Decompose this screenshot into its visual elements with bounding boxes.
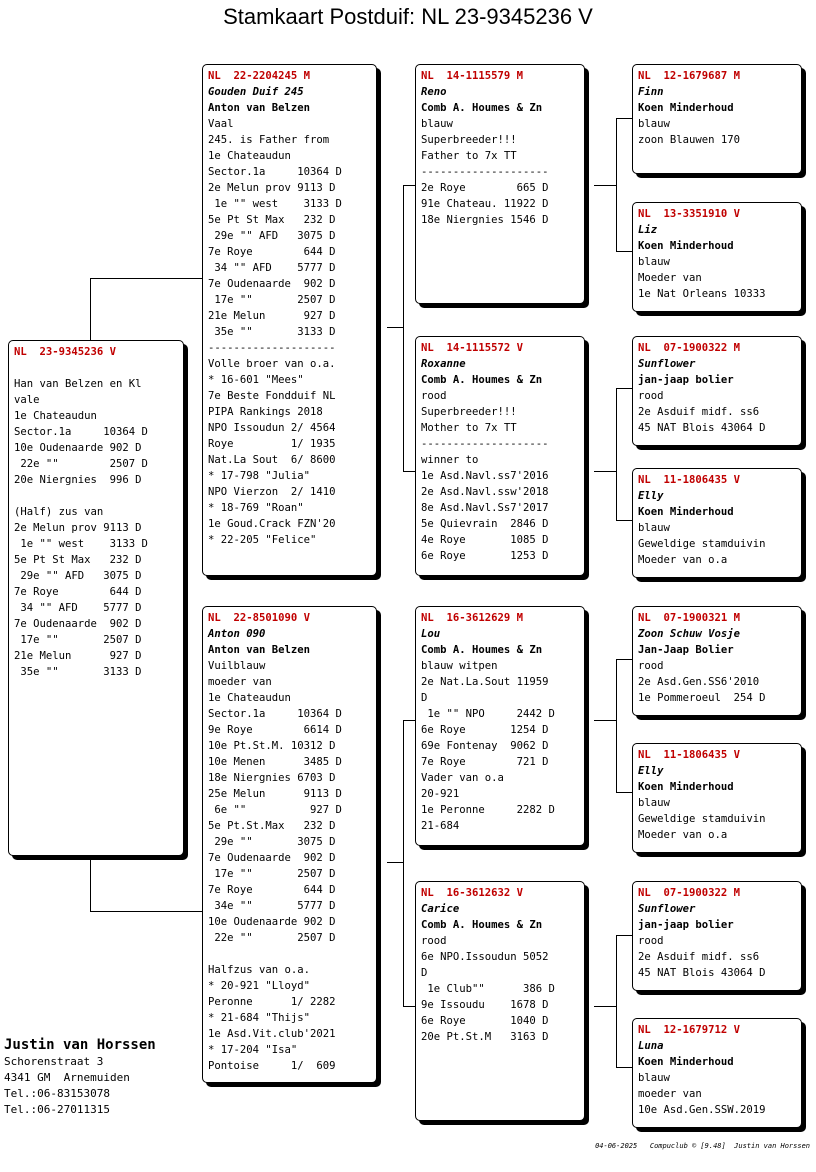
card-line: 7e Beste Fondduif NL <box>208 390 336 402</box>
card-line: 1e "" west 3133 D <box>208 198 342 210</box>
pigeon-card-mother-father[interactable] <box>415 606 585 846</box>
pigeon-card-father[interactable] <box>202 64 377 576</box>
breeder-info <box>4 1036 156 1118</box>
card-line: 18e Niergnies 1546 D <box>421 214 549 226</box>
card-line: 20-921 <box>421 788 460 800</box>
pigeon-card-mother[interactable] <box>202 606 377 1083</box>
card-line: -------------------- <box>421 166 549 178</box>
owner-name: Anton van Belzen <box>208 644 311 656</box>
card-line: Han van Belzen en Kl <box>14 378 142 390</box>
card-line: Moeder van o.a <box>638 554 728 566</box>
pigeon-card-fm-mother[interactable] <box>632 468 802 578</box>
card-line: 9e Issoudu 1678 D <box>421 999 549 1011</box>
connector-main-father-h <box>90 278 204 279</box>
ring-number: NL 07-1900322 M <box>638 342 741 354</box>
card-lines <box>638 1070 801 1118</box>
card-line: * 17-798 "Julia" <box>208 470 311 482</box>
card-line: 10e Oudenaarde 902 D <box>14 442 142 454</box>
pigeon-card-father-father[interactable] <box>415 64 585 304</box>
owner-name: Comb A. Houmes & Zn <box>421 102 543 114</box>
owner-name: Koen Minderhoud <box>638 506 734 518</box>
card-line: 6e Roye 1040 D <box>421 1015 549 1027</box>
card-line: 1e Goud.Crack FZN'20 <box>208 518 336 530</box>
card-line: 7e Roye 644 D <box>208 246 336 258</box>
owner-name: Anton van Belzen <box>208 102 311 114</box>
card-line: Superbreeder!!! <box>421 406 517 418</box>
card-line: D <box>421 967 428 979</box>
card-line: 5e Pt St Max 232 D <box>208 214 336 226</box>
owner-name: Jan-Jaap Bolier <box>638 644 734 656</box>
owner-name: Comb A. Houmes & Zn <box>421 374 543 386</box>
connector-fm-bar <box>594 471 617 472</box>
pigeon-card-main[interactable] <box>8 340 184 856</box>
card-line: -------------------- <box>421 438 549 450</box>
breeder-city: 4341 GM Arnemuiden <box>4 1071 130 1084</box>
ring-number: NL 07-1900322 M <box>638 887 741 899</box>
card-line: 1e Chateaudun <box>208 692 291 704</box>
pigeon-card-mm-father[interactable] <box>632 881 802 991</box>
card-line: zoon Blauwen 170 <box>638 134 741 146</box>
connector-m-bar <box>387 862 404 863</box>
card-line: 2e Nat.La.Sout 11959 <box>421 676 549 688</box>
card-line: 34 "" AFD 5777 D <box>208 262 336 274</box>
card-line: 22e "" 2507 D <box>208 932 336 944</box>
card-line: PIPA Rankings 2018 <box>208 406 323 418</box>
card-line <box>14 360 183 376</box>
ring-number: NL 22-8501090 V <box>208 612 311 624</box>
connector-m-v <box>403 720 404 1007</box>
ring-number: NL 07-1900321 M <box>638 612 741 624</box>
card-line: 21e Melun 927 D <box>208 310 336 322</box>
card-line: * 16-601 "Mees" <box>208 374 304 386</box>
connector-fm-v <box>616 388 617 521</box>
card-line: blauw <box>638 118 670 130</box>
pigeon-name: Roxanne <box>421 358 466 370</box>
card-line: blauw <box>638 522 670 534</box>
card-line: 17e "" 2507 D <box>14 634 142 646</box>
pigeon-name: Liz <box>638 224 658 236</box>
card-line: 45 NAT Blois 43064 D <box>638 967 766 979</box>
card-line: 35e "" 3133 D <box>208 326 336 338</box>
connector-main-mother-v <box>90 856 91 912</box>
connector-f-bar <box>387 327 404 328</box>
pigeon-name: Sunflower <box>638 358 696 370</box>
card-line: vale <box>14 394 40 406</box>
card-line: 1e Club"" 386 D <box>421 983 555 995</box>
card-lines <box>638 795 801 843</box>
pigeon-name: Luna <box>638 1040 664 1052</box>
connector-f-v <box>403 185 404 472</box>
pigeon-name: Sunflower <box>638 903 696 915</box>
card-lines <box>638 520 801 568</box>
card-line: 25e Melun 9113 D <box>208 788 342 800</box>
owner-name: Koen Minderhoud <box>638 781 734 793</box>
connector-fm-top <box>616 388 632 389</box>
card-line: 45 NAT Blois 43064 D <box>638 422 766 434</box>
card-line: 2e Melun prov 9113 D <box>208 182 336 194</box>
card-line: Vader van o.a <box>421 772 504 784</box>
connector-ff-v <box>616 118 617 252</box>
card-line: Superbreeder!!! <box>421 134 517 146</box>
card-line: 4e Roye 1085 D <box>421 534 549 546</box>
card-line: 10e Asd.Gen.SSW.2019 <box>638 1104 766 1116</box>
pigeon-name: Zoon Schuw Vosje <box>638 628 741 640</box>
pigeon-name: Lou <box>421 628 441 640</box>
card-line: 1e Pommeroeul 254 D <box>638 692 766 704</box>
card-line: * 20-921 "Lloyd" <box>208 980 311 992</box>
ring-number: NL 12-1679687 M <box>638 70 741 82</box>
card-line: 7e Roye 644 D <box>208 884 336 896</box>
connector-mf-top <box>616 659 632 660</box>
page-title: Stamkaart Postduif: NL 23-9345236 V <box>223 4 593 29</box>
ring-number: NL 16-3612632 V <box>421 887 524 899</box>
pigeon-card-mf-mother[interactable] <box>632 743 802 853</box>
card-line: 21-684 <box>421 820 460 832</box>
ring-number: NL 11-1806435 V <box>638 749 741 761</box>
card-line: 5e Pt St Max 232 D <box>14 554 142 566</box>
card-line: 1e Nat Orleans 10333 <box>638 288 766 300</box>
card-line: Peronne 1/ 2282 <box>208 996 336 1008</box>
pigeon-card-mf-father[interactable] <box>632 606 802 716</box>
card-line: blauw <box>638 797 670 809</box>
card-line: winner to <box>421 454 479 466</box>
card-line: 2e Roye 665 D <box>421 182 549 194</box>
card-line: 6e Roye 1254 D <box>421 724 549 736</box>
owner-name: jan-jaap bolier <box>638 919 734 931</box>
card-line: 20e Niergnies 996 D <box>14 474 142 486</box>
card-line: Moeder van o.a <box>638 829 728 841</box>
card-lines <box>421 388 584 564</box>
card-line: 2e Asduif midf. ss6 <box>638 951 760 963</box>
card-line: Geweldige stamduivin <box>638 538 766 550</box>
card-line: 5e Quievrain 2846 D <box>421 518 549 530</box>
card-line: D <box>421 692 428 704</box>
card-lines <box>421 116 584 228</box>
card-line: Roye 1/ 1935 <box>208 438 336 450</box>
card-line: 9e Roye 6614 D <box>208 724 342 736</box>
card-line: rood <box>421 935 447 947</box>
breeder-name: Justin van Horssen <box>4 1037 156 1053</box>
connector-mm-bar <box>594 1006 617 1007</box>
card-line: NPO Issoudun 2/ 4564 <box>208 422 336 434</box>
card-line: 1e "" west 3133 D <box>14 538 148 550</box>
card-line: Mother to 7x TT <box>421 422 517 434</box>
card-line: 29e "" 3075 D <box>208 836 336 848</box>
card-line: 6e Roye 1253 D <box>421 550 549 562</box>
connector-ff-bar <box>594 185 617 186</box>
card-line: 34 "" AFD 5777 D <box>14 602 142 614</box>
card-line: 7e Roye 721 D <box>421 756 549 768</box>
connector-mf-bar <box>594 720 617 721</box>
card-line: 1e Peronne 2282 D <box>421 804 555 816</box>
card-line: 7e Oudenaarde 902 D <box>14 618 142 630</box>
card-line: * 18-769 "Roan" <box>208 502 304 514</box>
card-line: Sector.1a 10364 D <box>14 426 148 438</box>
card-line: 29e "" AFD 3075 D <box>208 230 336 242</box>
card-line: 245. is Father from <box>208 134 330 146</box>
pigeon-name: Reno <box>421 86 447 98</box>
breeder-phone-2: Tel.:06-27011315 <box>4 1103 110 1116</box>
card-line: Sector.1a 10364 D <box>208 708 342 720</box>
card-line: Vaal <box>208 118 234 130</box>
card-line: Vuilblauw <box>208 660 266 672</box>
connector-main-mother-h <box>90 911 204 912</box>
card-line: 18e Niergnies 6703 D <box>208 772 336 784</box>
pigeon-name: Anton 090 <box>208 628 266 640</box>
connector-mm-top <box>616 935 632 936</box>
ring-number: NL 16-3612629 M <box>421 612 524 624</box>
ring-number: NL 13-3351910 V <box>638 208 741 220</box>
card-line <box>14 488 183 504</box>
pigeon-card-ff-father[interactable] <box>632 64 802 174</box>
card-line: 91e Chateau. 11922 D <box>421 198 549 210</box>
connector-mf-bot <box>616 792 632 793</box>
connector-main-father-v <box>90 278 91 341</box>
connector-ff-bot <box>616 251 632 252</box>
pigeon-card-mother-mother[interactable] <box>415 881 585 1121</box>
pigeon-name: Carice <box>421 903 460 915</box>
card-line: Nat.La Sout 6/ 8600 <box>208 454 336 466</box>
card-line: Volle broer van o.a. <box>208 358 336 370</box>
card-line: 2e Asduif midf. ss6 <box>638 406 760 418</box>
connector-ff-top <box>616 118 632 119</box>
card-line: blauw <box>638 1072 670 1084</box>
pigeon-card-father-mother[interactable] <box>415 336 585 576</box>
card-line: 35e "" 3133 D <box>14 666 142 678</box>
breeder-phone-1: Tel.:06-83153078 <box>4 1087 110 1100</box>
card-line: blauw <box>638 256 670 268</box>
connector-mm-v <box>616 935 617 1068</box>
ring-number: NL 22-2204245 M <box>208 70 311 82</box>
card-line: 1e Chateaudun <box>14 410 97 422</box>
card-line: 10e Oudenaarde 902 D <box>208 916 336 928</box>
owner-name: Koen Minderhoud <box>638 1056 734 1068</box>
card-line: -------------------- <box>208 342 336 354</box>
card-line: 2e Asd.Gen.SS6'2010 <box>638 676 760 688</box>
card-lines <box>638 933 801 981</box>
card-line: Geweldige stamduivin <box>638 813 766 825</box>
card-line: 8e Asd.Navl.Ss7'2017 <box>421 502 549 514</box>
card-line: blauw <box>421 118 453 130</box>
card-line: 17e "" 2507 D <box>208 868 336 880</box>
card-lines <box>421 658 584 834</box>
connector-mf-v <box>616 659 617 793</box>
card-line: * 21-684 "Thijs" <box>208 1012 311 1024</box>
card-lines <box>638 658 801 706</box>
card-line: 7e Roye 644 D <box>14 586 142 598</box>
card-line: * 17-204 "Isa" <box>208 1044 298 1056</box>
card-line: 1e Chateaudun <box>208 150 291 162</box>
card-line: 10e Menen 3485 D <box>208 756 342 768</box>
connector-mm-bot <box>616 1067 632 1068</box>
owner-name: Koen Minderhoud <box>638 240 734 252</box>
card-line: NPO Vierzon 2/ 1410 <box>208 486 336 498</box>
owner-name: Comb A. Houmes & Zn <box>421 644 543 656</box>
owner-name: Koen Minderhoud <box>638 102 734 114</box>
owner-name: Comb A. Houmes & Zn <box>421 919 543 931</box>
card-line: rood <box>638 660 664 672</box>
card-line: 1e Asd.Vit.club'2021 <box>208 1028 336 1040</box>
card-line: 2e Melun prov 9113 D <box>14 522 142 534</box>
ring-number: NL 11-1806435 V <box>638 474 741 486</box>
pigeon-card-fm-father[interactable] <box>632 336 802 446</box>
ring-number: NL 14-1115579 M <box>421 70 524 82</box>
card-line: 21e Melun 927 D <box>14 650 142 662</box>
card-line: 7e Oudenaarde 902 D <box>208 852 336 864</box>
card-line: 17e "" 2507 D <box>208 294 336 306</box>
card-line: * 22-205 "Felice" <box>208 534 317 546</box>
card-line: 2e Asd.Navl.ssw'2018 <box>421 486 549 498</box>
card-line: Sector.1a 10364 D <box>208 166 342 178</box>
pigeon-name: Gouden Duif 245 <box>208 86 304 98</box>
pigeon-card-mm-mother[interactable] <box>632 1018 802 1128</box>
card-line: Father to 7x TT <box>421 150 517 162</box>
card-line: 29e "" AFD 3075 D <box>14 570 142 582</box>
ring-number: NL 14-1115572 V <box>421 342 524 354</box>
card-line: moeder van <box>638 1088 702 1100</box>
card-lines <box>638 388 801 436</box>
connector-fm-bot <box>616 520 632 521</box>
card-line: blauw witpen <box>421 660 498 672</box>
breeder-address: Schorenstraat 3 <box>4 1055 104 1068</box>
card-line: 34e "" 5777 D <box>208 900 336 912</box>
card-lines <box>638 254 801 302</box>
card-line: 5e Pt.St.Max 232 D <box>208 820 336 832</box>
card-line <box>208 946 376 962</box>
pigeon-name: Elly <box>638 490 664 502</box>
ring-number: NL 23-9345236 V <box>14 346 117 358</box>
card-line: (Half) zus van <box>14 506 104 518</box>
card-line: 1e Asd.Navl.ss7'2016 <box>421 470 549 482</box>
card-line: Moeder van <box>638 272 702 284</box>
pigeon-name: Elly <box>638 765 664 777</box>
card-line: 6e NPO.Issoudun 5052 <box>421 951 549 963</box>
card-line: rood <box>638 935 664 947</box>
card-lines <box>208 658 376 1074</box>
card-line: rood <box>638 390 664 402</box>
card-line: 6e "" 927 D <box>208 804 342 816</box>
owner-name: jan-jaap bolier <box>638 374 734 386</box>
pigeon-card-ff-mother[interactable] <box>632 202 802 312</box>
ring-number: NL 12-1679712 V <box>638 1024 741 1036</box>
card-line: Halfzus van o.a. <box>208 964 311 976</box>
pigeon-name: Finn <box>638 86 664 98</box>
card-line: 20e Pt.St.M 3163 D <box>421 1031 549 1043</box>
card-lines <box>14 360 183 680</box>
card-lines <box>208 116 376 548</box>
card-line: 22e "" 2507 D <box>14 458 148 470</box>
card-line: 69e Fontenay 9062 D <box>421 740 549 752</box>
card-line: 10e Pt.St.M. 10312 D <box>208 740 336 752</box>
card-line: moeder van <box>208 676 272 688</box>
card-lines <box>421 933 584 1045</box>
card-lines <box>638 116 801 148</box>
card-line: rood <box>421 390 447 402</box>
card-line: 7e Oudenaarde 902 D <box>208 278 336 290</box>
card-line: Pontoise 1/ 609 <box>208 1060 336 1072</box>
footer-credit: 04-06-2025 Compuclub © [9.48] Justin van Horssen <box>595 1142 810 1150</box>
card-line: 1e "" NPO 2442 D <box>421 708 555 720</box>
